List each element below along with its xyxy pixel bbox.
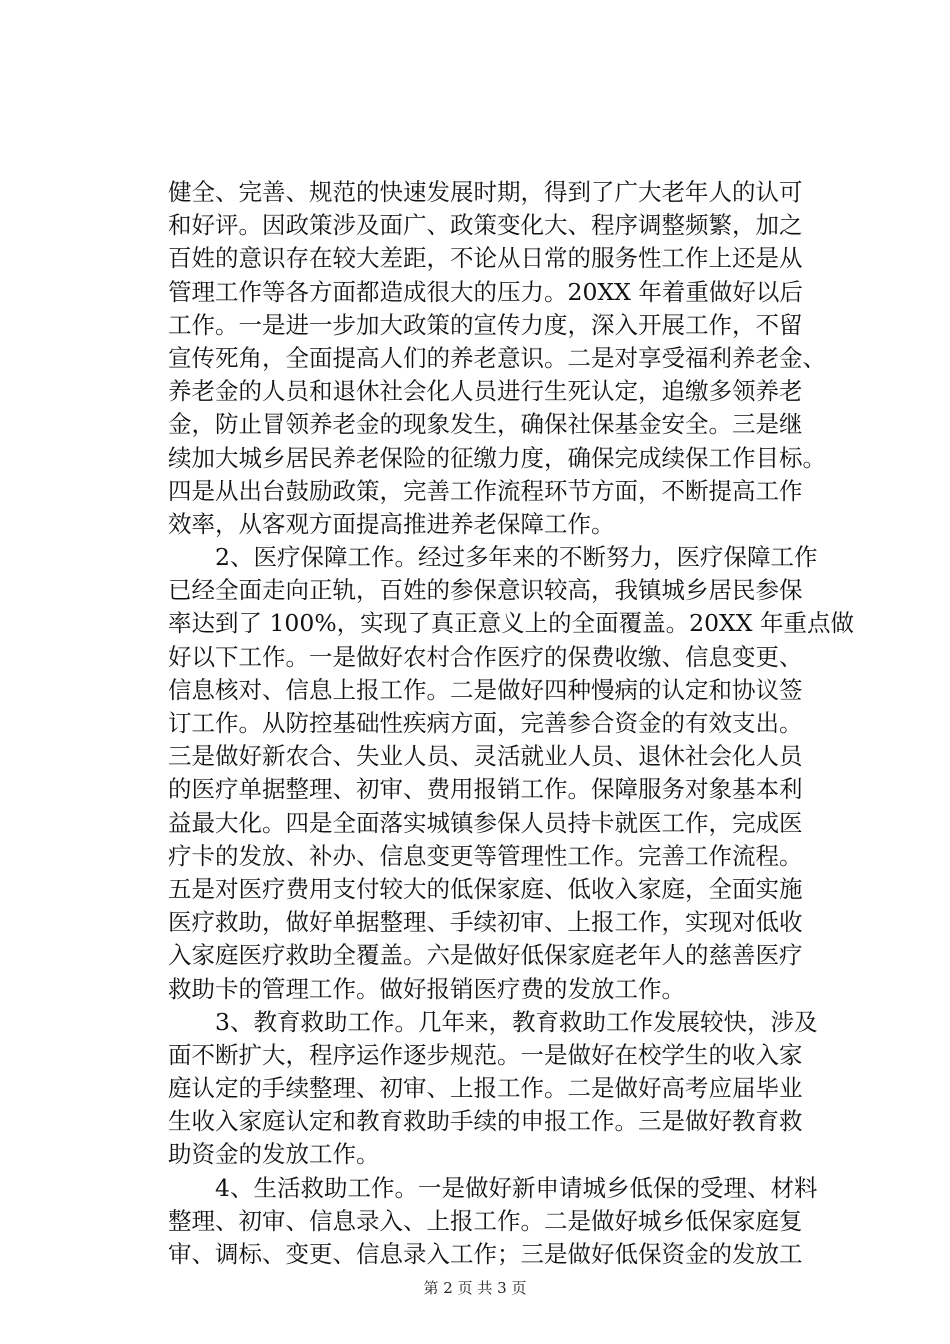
text-line: 续加大城乡居民养老保险的征缴力度，确保完成续保工作目标。 — [168, 443, 826, 472]
text-line: 已经全面走向正轨，百姓的参保意识较高，我镇城乡居民参保 — [168, 576, 803, 605]
text-line: 2、医疗保障工作。经过多年来的不断努力，医疗保障工作 — [168, 543, 818, 572]
text-line: 4、生活救助工作。一是做好新申请城乡低保的受理、材料 — [168, 1173, 818, 1202]
text-line: 金，防止冒领养老金的现象发生，确保社保基金安全。三是继 — [168, 410, 803, 439]
text-line: 率达到了 100%，实现了真正意义上的全面覆盖。20XX 年重点做 — [168, 609, 854, 638]
text-line: 面不断扩大，程序运作逐步规范。一是做好在校学生的收入家 — [168, 1040, 803, 1069]
text-line: 助资金的发放工作。 — [168, 1140, 380, 1169]
text-line: 四是从出台鼓励政策，完善工作流程环节方面，不断提高工作 — [168, 476, 803, 505]
text-line: 百姓的意识存在较大差距，不论从日常的服务性工作上还是从 — [168, 244, 803, 273]
text-line: 整理、初审、信息录入、上报工作。二是做好城乡低保家庭复 — [168, 1206, 803, 1235]
text-line: 疗卡的发放、补办、信息变更等管理性工作。完善工作流程。 — [168, 841, 803, 870]
text-line: 效率，从客观方面提高推进养老保障工作。 — [168, 509, 615, 538]
text-line: 和好评。因政策涉及面广、政策变化大、程序调整频繁，加之 — [168, 211, 803, 240]
text-line: 三是做好新农合、失业人员、灵活就业人员、退休社会化人员 — [168, 742, 803, 771]
text-line: 益最大化。四是全面落实城镇参保人员持卡就医工作，完成医 — [168, 808, 803, 837]
text-line: 五是对医疗费用支付较大的低保家庭、低收入家庭，全面实施 — [168, 874, 803, 903]
text-line: 工作。一是进一步加大政策的宣传力度，深入开展工作，不留 — [168, 310, 803, 339]
text-line: 审、调标、变更、信息录入工作；三是做好低保资金的发放工 — [168, 1240, 803, 1268]
document-body — [168, 176, 854, 1271]
text-line: 庭认定的手续整理、初审、上报工作。二是做好高考应届毕业 — [168, 1074, 803, 1103]
text-line: 入家庭医疗救助全覆盖。六是做好低保家庭老年人的慈善医疗 — [168, 941, 803, 970]
text-line: 救助卡的管理工作。做好报销医疗费的发放工作。 — [168, 974, 685, 1003]
text-line: 的医疗单据整理、初审、费用报销工作。保障服务对象基本利 — [168, 775, 803, 804]
text-line: 宣传死角，全面提高人们的养老意识。二是对享受福利养老金、 — [168, 343, 826, 372]
text-line: 好以下工作。一是做好农村合作医疗的保费收缴、信息变更、 — [168, 642, 803, 671]
text-line: 健全、完善、规范的快速发展时期，得到了广大老年人的认可 — [168, 178, 803, 206]
text-line: 生收入家庭认定和教育救助手续的申报工作。三是做好教育救 — [168, 1107, 803, 1136]
text-line: 信息核对、信息上报工作。二是做好四种慢病的认定和协议签 — [168, 675, 803, 704]
text-line: 医疗救助，做好单据整理、手续初审、上报工作，实现对低收 — [168, 908, 803, 937]
page-number-footer: 第 2 页 共 3 页 — [423, 1279, 527, 1297]
text-line: 订工作。从防控基础性疾病方面，完善参合资金的有效支出。 — [168, 709, 803, 737]
text-line: 管理工作等各方面都造成很大的压力。20XX 年着重做好以后 — [168, 277, 803, 306]
text-line: 养老金的人员和退休社会化人员进行生死认定，追缴多领养老 — [168, 377, 803, 406]
text-line: 3、教育救助工作。几年来，教育救助工作发展较快，涉及 — [168, 1007, 818, 1036]
